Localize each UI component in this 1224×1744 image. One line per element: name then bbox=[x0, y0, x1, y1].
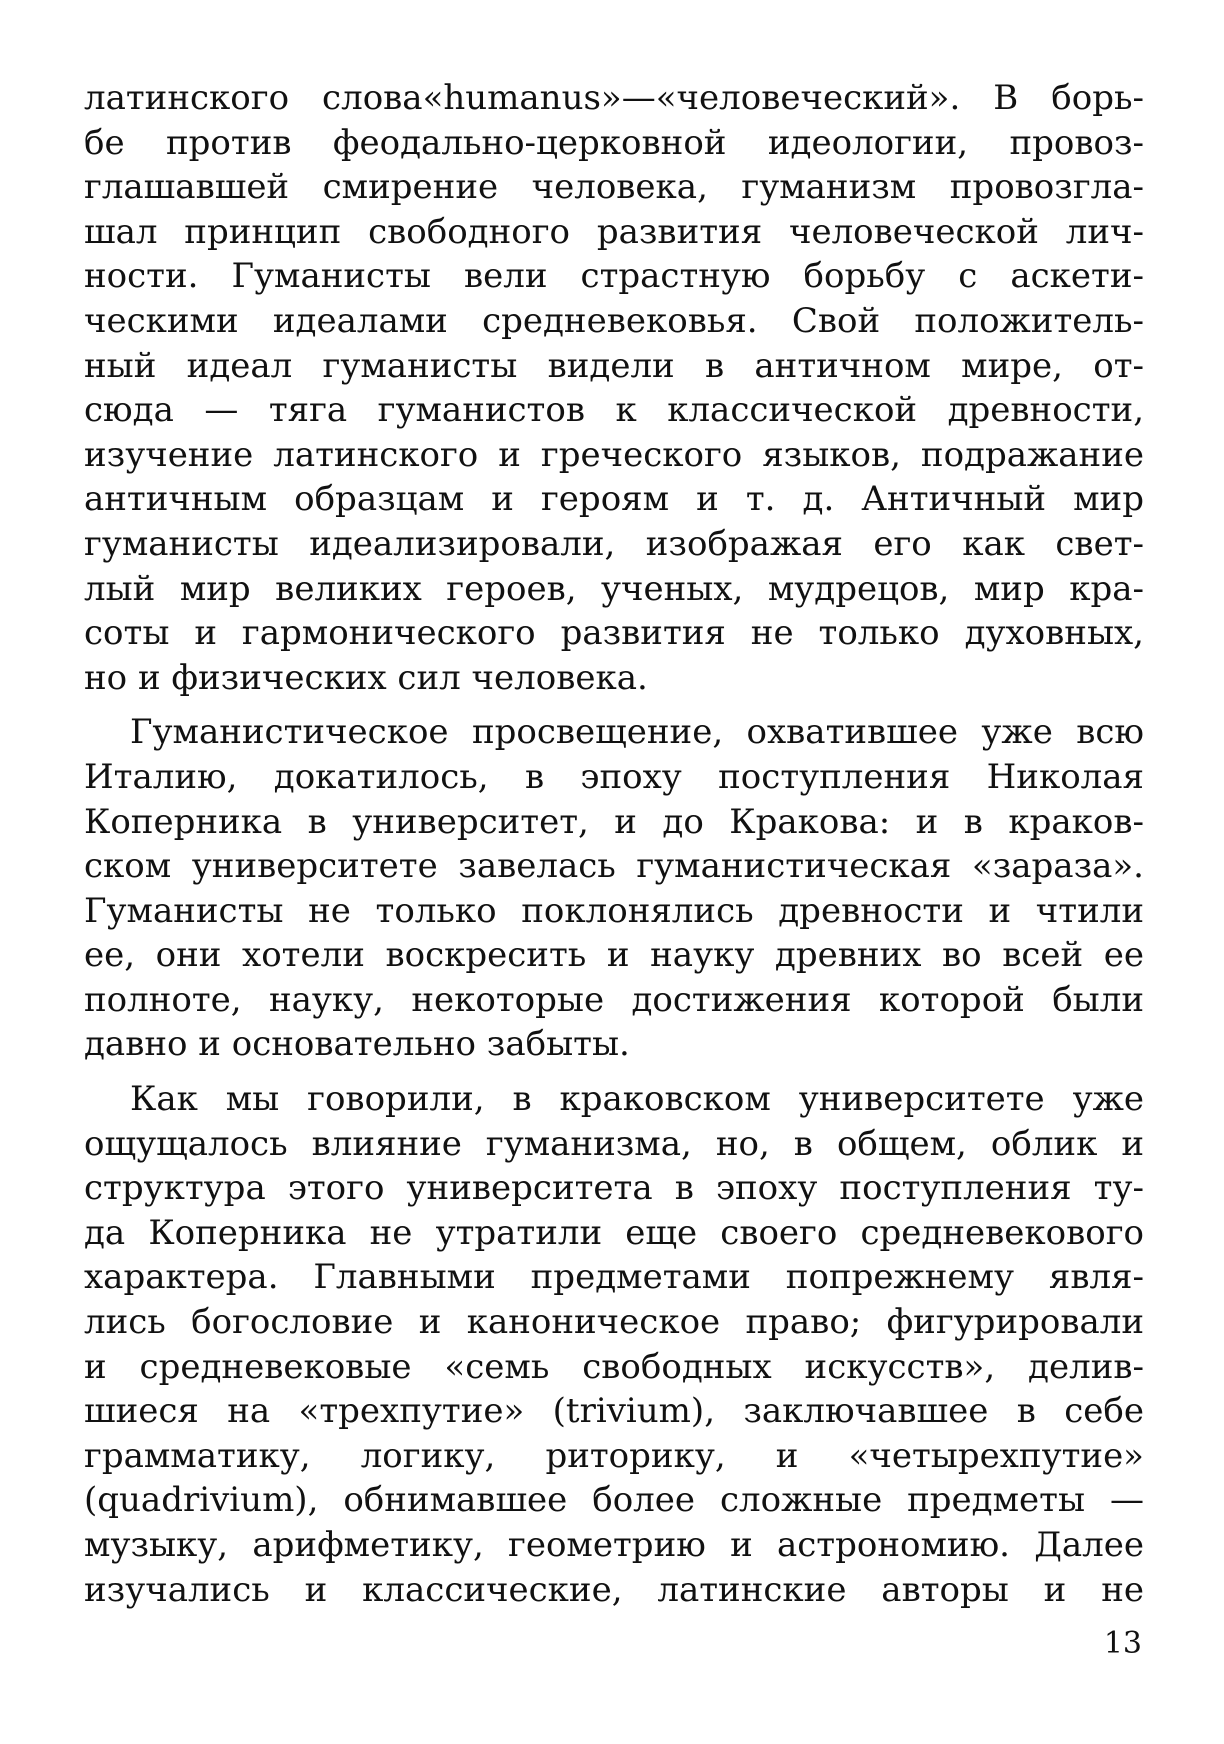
paragraph-gap bbox=[84, 1067, 1144, 1077]
paragraph-1 bbox=[84, 76, 1144, 700]
text-line: характера. Главными предметами попрежнему явля- bbox=[84, 1257, 1144, 1298]
text-line: шал принцип свободного развития человеческой лич- bbox=[84, 211, 1144, 252]
text-line: Гуманистическое просвещение, охватившее уже всю bbox=[130, 712, 1144, 753]
text-line: ный идеал гуманисты видели в античном мире, от- bbox=[84, 345, 1144, 386]
text-line: гуманисты идеализировали, изображая его как свет- bbox=[84, 523, 1144, 564]
text-line: ности. Гуманисты вели страстную борьбу с аскети- bbox=[84, 256, 1144, 297]
text-line: ее, они хотели воскресить и науку древних во всей ее bbox=[84, 935, 1144, 976]
text-line: ском университете завелась гуманистическая «зараза». bbox=[84, 846, 1144, 887]
text-line: но и физических сил человека. bbox=[84, 657, 648, 698]
body-text bbox=[84, 76, 1144, 1612]
text-line: латинского слова«humanus»—«человеческий». В борь- bbox=[84, 78, 1144, 118]
text-line: античным образцам и героям и т. д. Античный мир bbox=[84, 479, 1144, 520]
text-line: ческими идеалами средневековья. Свой положитель- bbox=[84, 300, 1144, 341]
text-line: ощущалось влияние гуманизма, но, в общем, облик и bbox=[84, 1123, 1144, 1164]
text-line: шиеся на «трехпутие» (trivium), заключавшее в себе bbox=[84, 1391, 1144, 1432]
text-line: структура этого университета в эпоху поступления ту- bbox=[84, 1168, 1144, 1209]
text-line: давно и основательно забыты. bbox=[84, 1024, 630, 1065]
paragraph-3 bbox=[84, 1077, 1144, 1612]
text-line: глашавшей смирение человека, гуманизм провозгла- bbox=[84, 167, 1144, 208]
text-line: (quadrivium), обнимавшее более сложные предметы — bbox=[84, 1480, 1144, 1521]
text-line: сюда — тяга гуманистов к классической древности, bbox=[84, 390, 1144, 431]
paragraph-gap bbox=[84, 700, 1144, 710]
page-number: 13 bbox=[1103, 1626, 1142, 1661]
text-line: бе против феодально-церковной идеологии, провоз- bbox=[84, 122, 1144, 163]
text-line: полноте, науку, некоторые достижения которой были bbox=[84, 979, 1144, 1020]
text-line: Как мы говорили, в краковском университете уже bbox=[130, 1079, 1144, 1120]
text-line: Коперника в университет, и до Кракова: и в краков- bbox=[84, 801, 1144, 842]
text-line: лый мир великих героев, ученых, мудрецов, мир кра- bbox=[84, 568, 1144, 609]
text-line: да Коперника не утратили еще своего средневекового bbox=[84, 1212, 1144, 1253]
paragraph-2 bbox=[84, 710, 1144, 1067]
text-line: изучение латинского и греческого языков, подражание bbox=[84, 434, 1144, 475]
text-line: лись богословие и каноническое право; фигурировали bbox=[84, 1302, 1144, 1343]
text-line: музыку, арифметику, геометрию и астрономию. Далее bbox=[84, 1525, 1144, 1565]
text-line: соты и гармонического развития не только духовных, bbox=[84, 613, 1144, 654]
text-line: Гуманисты не только поклонялись древности и чтили bbox=[84, 890, 1144, 931]
text-line: Италию, докатилось, в эпоху поступления Николая bbox=[84, 756, 1144, 797]
text-line: и средневековые «семь свободных искусств», делив- bbox=[84, 1346, 1144, 1387]
text-line: изучались и классические, латинские авторы и не bbox=[84, 1569, 1144, 1610]
text-line: грамматику, логику, риторику, и «четырехпутие» bbox=[84, 1435, 1144, 1476]
